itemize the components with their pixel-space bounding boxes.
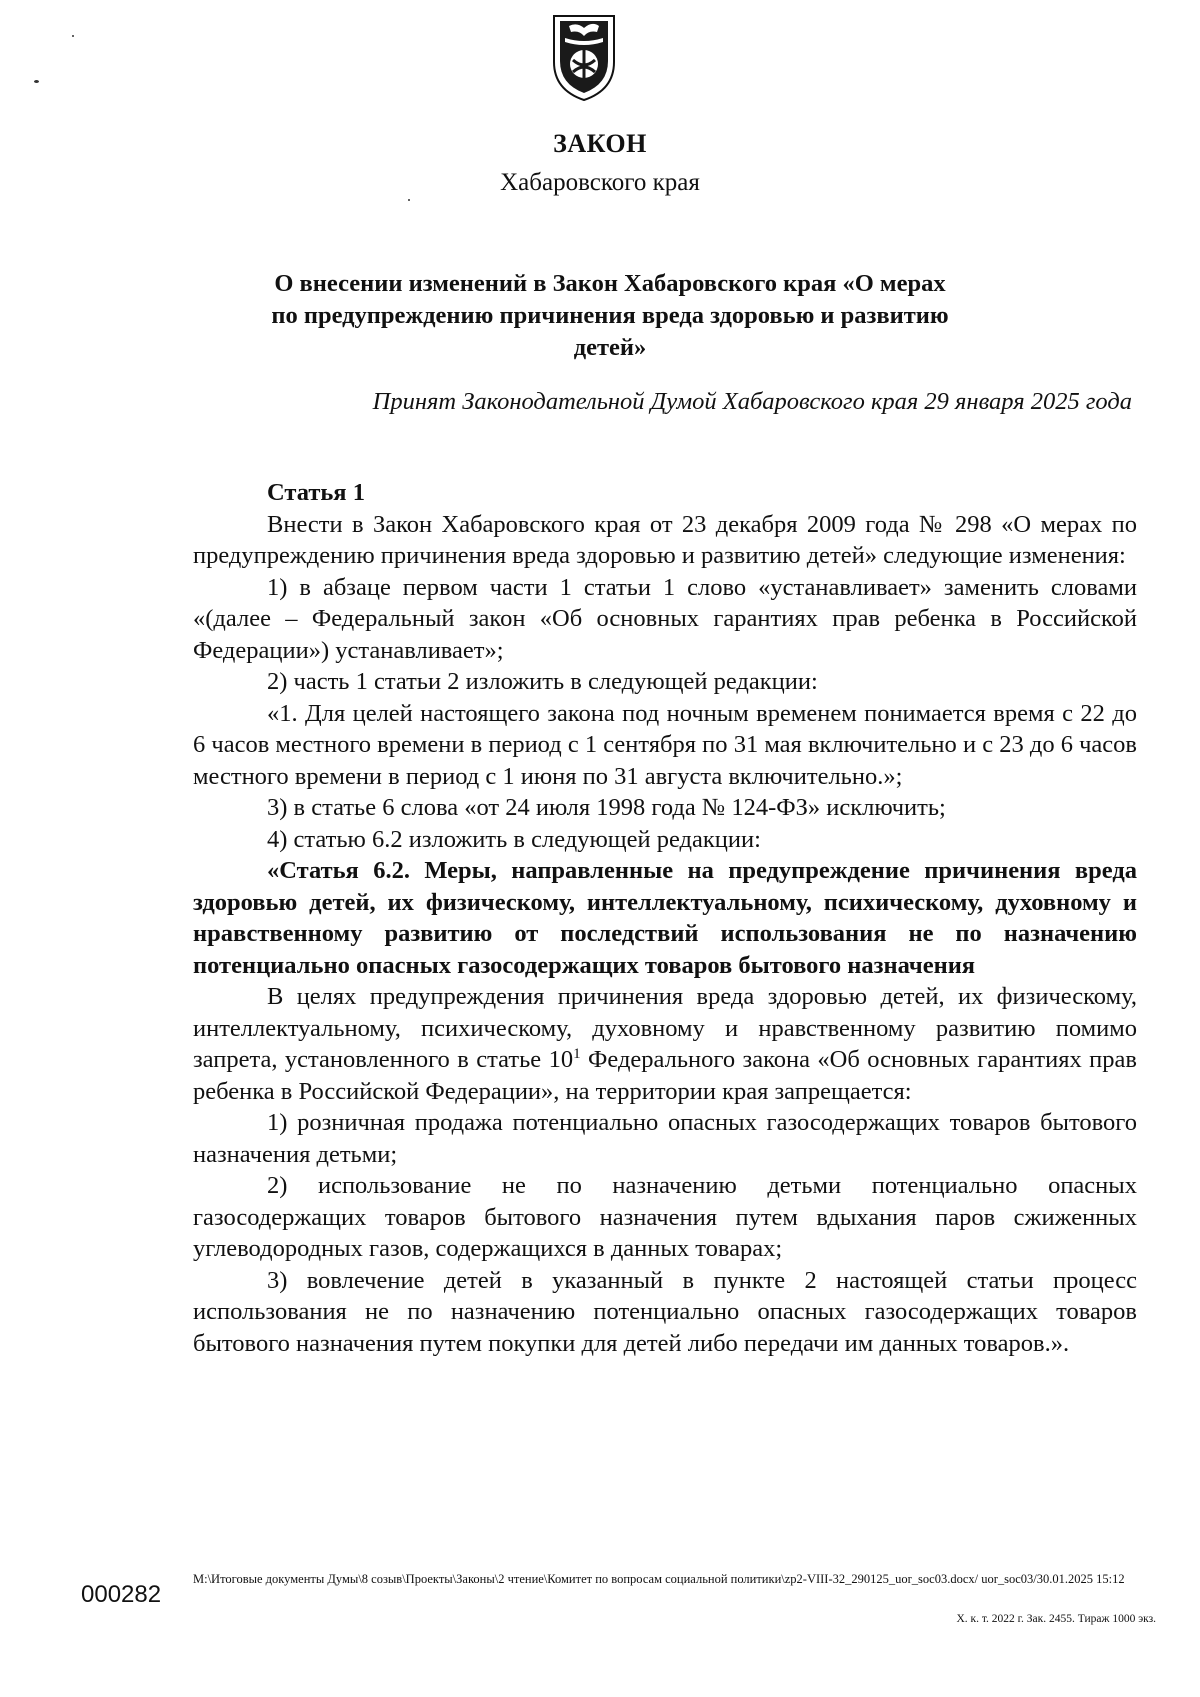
prohibition-item: 3) вовлечение детей в указанный в пункте 2 настоящей статьи процесс использования не по назначению потенциально опасных газосодержащих товаров бытового назначения путем покупки для детей либо передачи им данных товаров.». xyxy=(193,1266,1137,1357)
new-article-intro xyxy=(193,981,1137,1107)
prohibition-item: 2) использование не по назначению детьми потенциально опасных газосодержащих товаров бытового назначения путем вдыхания паров сжиженных углеводородных газов, содержащихся в данных товарах; xyxy=(193,1172,1137,1262)
file-path: M:\Итоговые документы Думы\8 созыв\Проекты\Законы\2 чтение\Комитет по вопросам социальной политики\zp2-VIII-32_290125_uor_soc03.docx/ uor_soc03/30.01.2025 15:12 xyxy=(193,1572,1125,1586)
law-region: Хабаровского края xyxy=(500,169,700,196)
amendment-item: 2) часть 1 статьи 2 изложить в следующей редакции: xyxy=(267,668,818,695)
new-article-intro-end: Федерального закона «Об основных гарантиях прав ребенка в Российской Федерации», на территории края запрещается: xyxy=(193,1046,1137,1105)
new-article-intro-start: В целях предупреждения причинения вреда здоровью детей, их физическому, интеллектуальному, психическому, духовному и нравственному развитию помимо запрета, установленного в статье 10 xyxy=(193,983,1137,1073)
article-intro: Внести в Закон Хабаровского края от 23 декабря 2009 года № 298 «О мерах по предупреждению причинения вреда здоровью и развитию детей» следующие изменения: xyxy=(193,510,1137,569)
amendment-item: 4) статью 6.2 изложить в следующей редакции: xyxy=(267,825,761,853)
scan-speck xyxy=(34,80,39,83)
print-info: Х. к. т. 2022 г. Зак. 2455. Тираж 1000 экз. xyxy=(956,1613,1156,1625)
amendment-item: «1. Для целей настоящего закона под ночным временем понимается время с 22 до 6 часов местного времени в период с 1 сентября по 31 мая включительно и с 23 до 6 часов местного времени в период с 1 июня по 31 августа включительно.»; xyxy=(193,699,1137,790)
amendment-item: 1) в абзаце первом части 1 статьи 1 слово «устанавливает» заменить словами «(далее – Федеральный закон «Об основных гарантиях прав ребенка в Российской Федерации») устанавливает»; xyxy=(193,573,1137,664)
law-label: ЗАКОН xyxy=(553,129,647,158)
adoption-note: Принят Законодательной Думой Хабаровского края 29 января 2025 года xyxy=(372,388,1132,415)
article-heading: Статья 1 xyxy=(267,479,365,506)
superscript: 1 xyxy=(573,1046,581,1062)
scan-speck xyxy=(72,35,74,37)
coat-of-arms-icon xyxy=(549,12,619,102)
scan-speck xyxy=(408,199,410,201)
new-article-heading: «Статья 6.2. Меры, направленные на предупреждение причинения вреда здоровью детей, их физическому, интеллектуальному, психическому, духовному и нравственному развитию от последствий использования не по назначению потенциально опасных газосодержащих товаров бытового назначения xyxy=(193,857,1137,979)
document-body xyxy=(193,477,1137,1359)
prohibition-item: 1) розничная продажа потенциально опасных газосодержащих товаров бытового назначения детьми; xyxy=(193,1109,1137,1168)
amendment-item: 3) в статье 6 слова «от 24 июля 1998 года № 124-ФЗ» исключить; xyxy=(267,794,946,821)
document-title: О внесении изменений в Закон Хабаровского края «О мерах по предупреждению причинения вреда здоровью и развитию детей» xyxy=(271,270,949,361)
document-number: 000282 xyxy=(81,1581,162,1608)
